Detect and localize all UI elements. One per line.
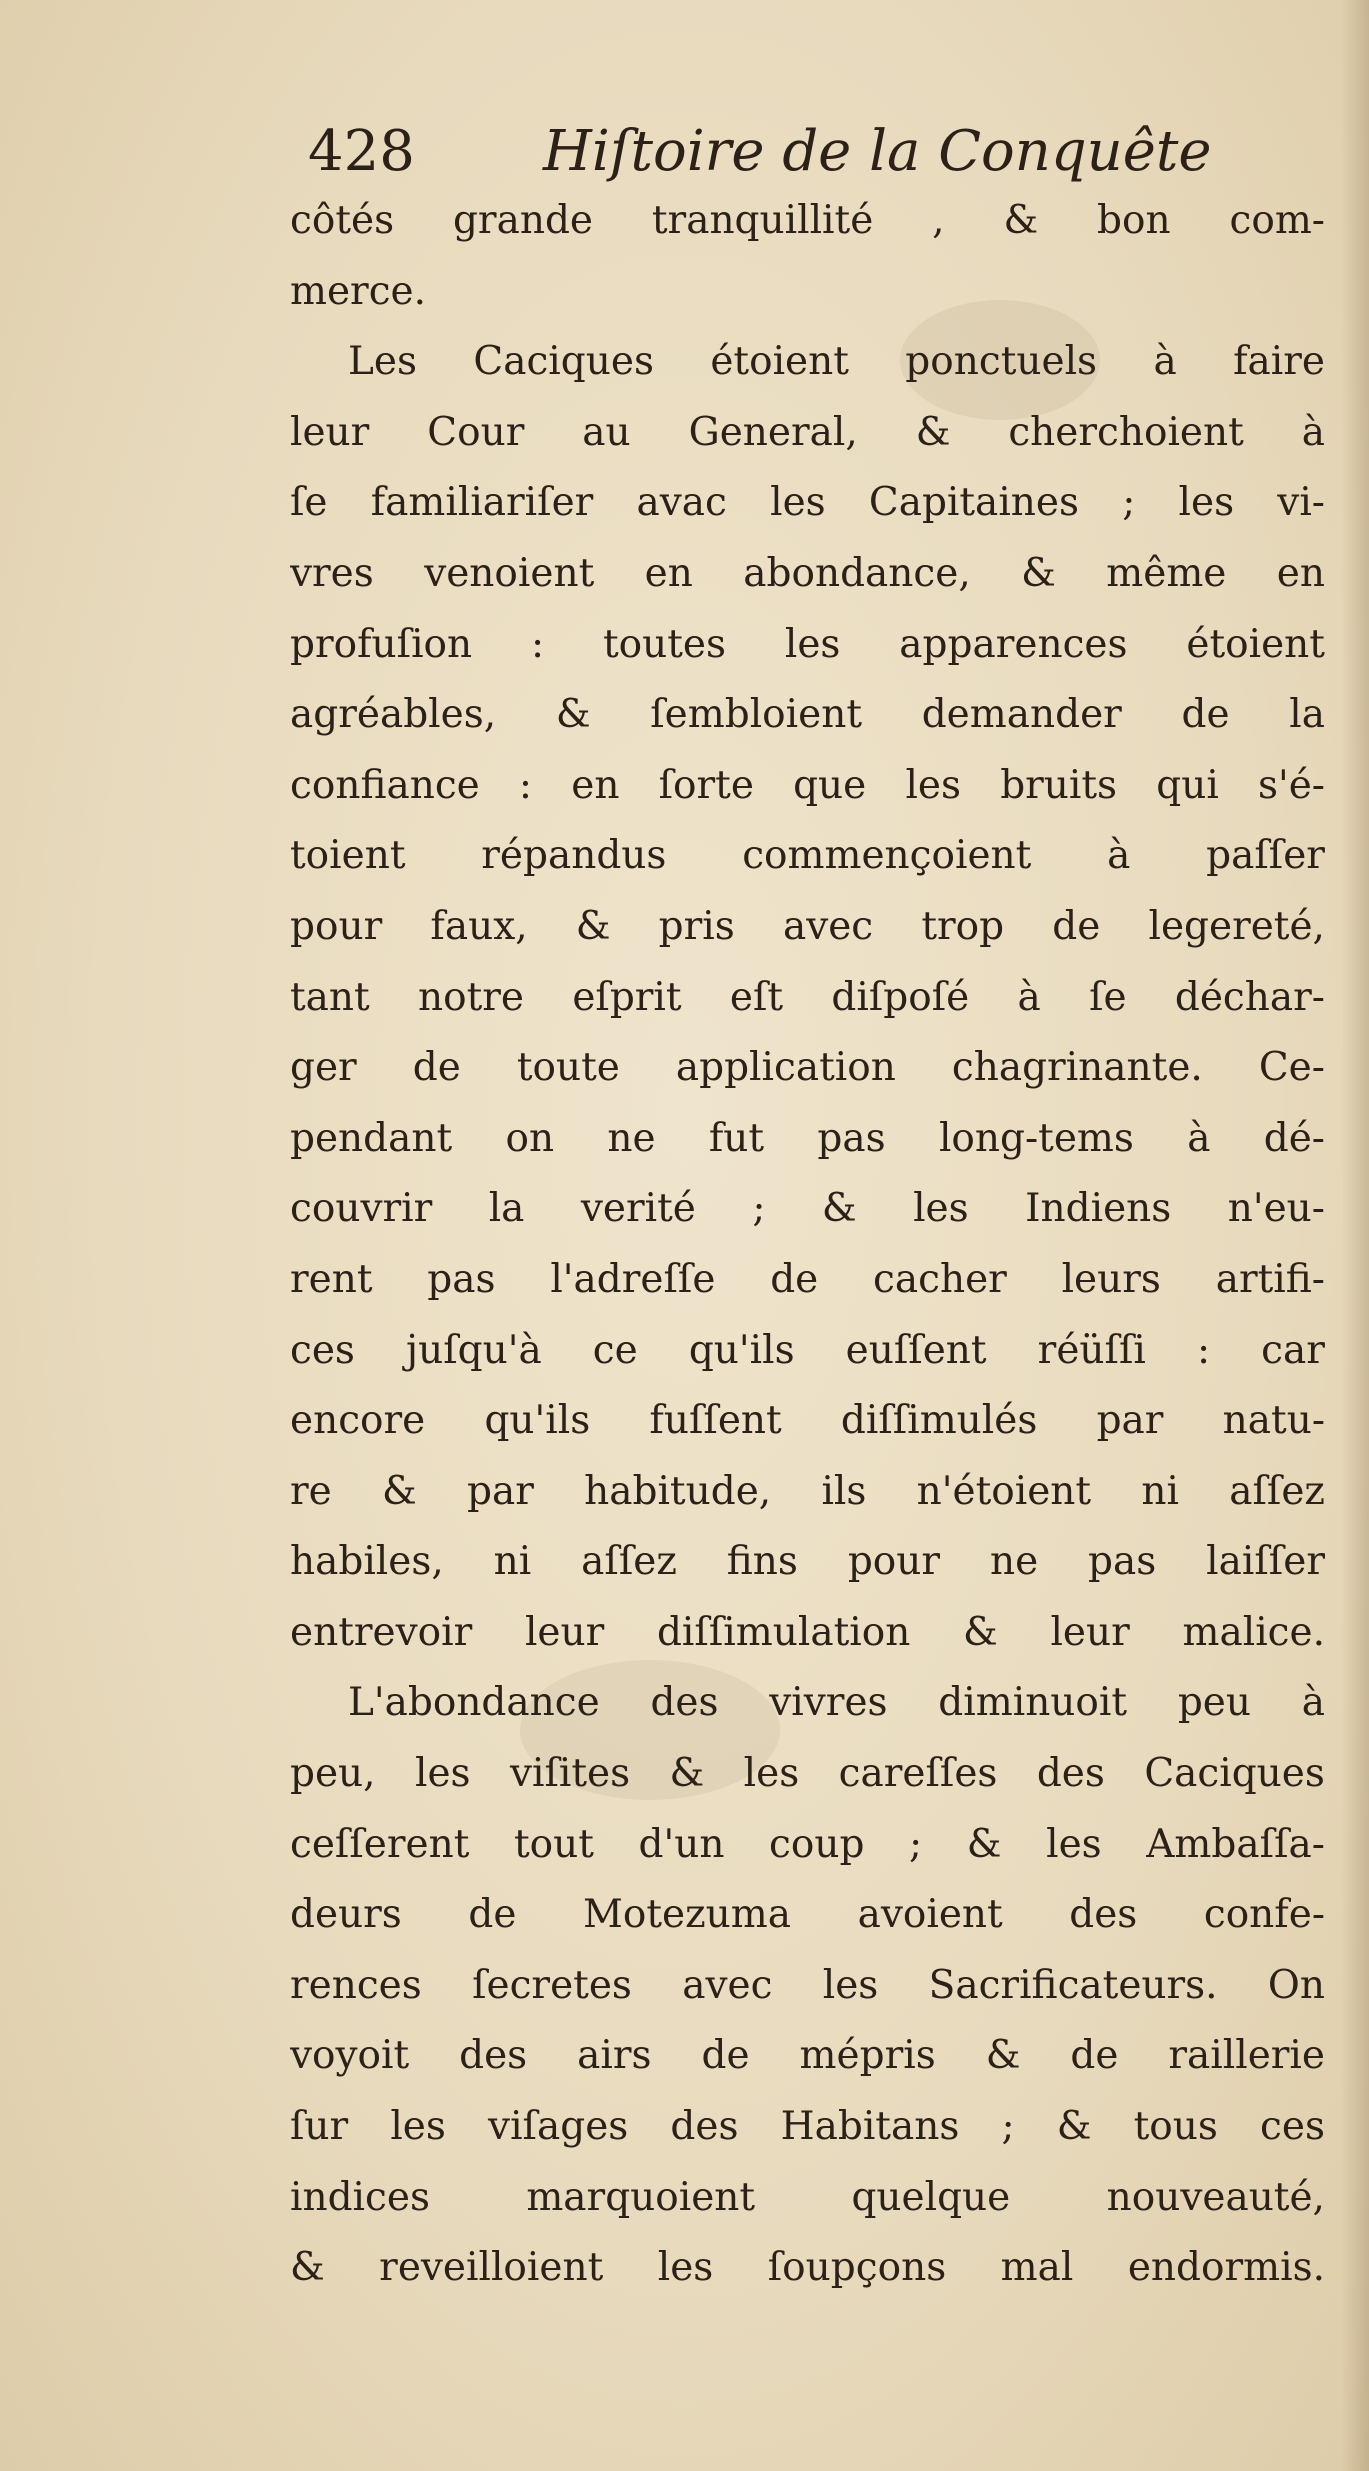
word: ni bbox=[493, 1539, 532, 1585]
word: ponctuels bbox=[905, 339, 1098, 385]
word: à bbox=[1153, 339, 1177, 385]
word: quelque bbox=[851, 2174, 1011, 2220]
text-line bbox=[290, 1739, 1325, 1810]
word: ne bbox=[607, 1115, 656, 1161]
word: les bbox=[913, 1186, 969, 1232]
text-line bbox=[290, 2092, 1325, 2163]
word: careſſes bbox=[838, 1751, 998, 1797]
word: juſqu'à bbox=[406, 1327, 542, 1373]
word: ſorte bbox=[658, 762, 754, 808]
word: pas bbox=[817, 1115, 886, 1161]
word: On bbox=[1267, 1962, 1325, 2008]
word: airs bbox=[577, 2033, 652, 2079]
word: au bbox=[582, 409, 631, 455]
word: côtés bbox=[290, 198, 395, 243]
word: venoient bbox=[424, 550, 595, 596]
word: fut bbox=[708, 1115, 765, 1161]
word: les bbox=[905, 762, 962, 808]
word: encore bbox=[290, 1398, 426, 1444]
word: & bbox=[575, 903, 611, 949]
text-line bbox=[290, 468, 1325, 539]
word: tout bbox=[513, 1821, 594, 1867]
word: à bbox=[1301, 409, 1325, 455]
word: qu'ils bbox=[484, 1398, 591, 1444]
word: à bbox=[1107, 833, 1131, 879]
word: des bbox=[670, 2104, 739, 2150]
word: leur bbox=[1050, 1609, 1130, 1655]
word: cacher bbox=[873, 1256, 1007, 1302]
word: qu'ils bbox=[688, 1327, 795, 1373]
word: même bbox=[1106, 550, 1227, 596]
word: fins bbox=[726, 1539, 798, 1585]
word: par bbox=[466, 1468, 534, 1514]
word: grande bbox=[452, 198, 593, 243]
word: déchar- bbox=[1174, 974, 1325, 1020]
word: nouveauté, bbox=[1106, 2174, 1325, 2220]
word: ſe bbox=[290, 480, 328, 526]
word: cherchoient bbox=[1008, 409, 1244, 455]
word: couvrir bbox=[290, 1186, 433, 1232]
word: étoient bbox=[1186, 621, 1325, 667]
word: agréables, bbox=[290, 692, 497, 738]
word: les bbox=[784, 621, 841, 667]
word: tant bbox=[290, 974, 370, 1020]
text-line bbox=[290, 2163, 1325, 2234]
word: bruits bbox=[1000, 762, 1118, 808]
word: pour bbox=[290, 903, 383, 949]
text-line bbox=[290, 257, 1325, 328]
word: les bbox=[822, 1962, 879, 2008]
text-line bbox=[290, 1951, 1325, 2022]
word: & bbox=[290, 2245, 325, 2291]
word: : bbox=[531, 621, 545, 667]
word: diſſimulation bbox=[656, 1609, 911, 1655]
word: de bbox=[468, 1892, 517, 1938]
word: & bbox=[555, 692, 591, 738]
word: ; bbox=[1122, 480, 1136, 526]
word: vi- bbox=[1277, 480, 1325, 526]
word: & bbox=[382, 1468, 417, 1514]
text-line bbox=[290, 327, 1325, 398]
word: & bbox=[966, 1821, 1002, 1867]
word: on bbox=[505, 1115, 555, 1161]
text-line bbox=[290, 1174, 1325, 1245]
text-line bbox=[290, 610, 1325, 681]
word: avoient bbox=[857, 1892, 1003, 1938]
word: avac bbox=[636, 480, 727, 526]
word: long-tems bbox=[938, 1115, 1134, 1161]
text-line bbox=[290, 751, 1325, 822]
word: pas bbox=[1088, 1539, 1157, 1585]
word: & bbox=[1056, 2104, 1092, 2150]
word: de bbox=[1070, 2033, 1119, 2079]
word: vivres bbox=[769, 1680, 888, 1726]
body-text bbox=[290, 186, 1325, 2304]
running-title: Hiſtoire de la Conquête bbox=[543, 119, 1212, 184]
word: fuſſent bbox=[649, 1398, 782, 1444]
word: tous bbox=[1133, 2104, 1218, 2150]
word: de bbox=[1052, 903, 1101, 949]
word: diminuoit bbox=[938, 1680, 1128, 1726]
word: ne bbox=[989, 1539, 1039, 1585]
word: & bbox=[985, 2033, 1021, 2079]
word: malice. bbox=[1182, 1609, 1325, 1655]
word: , bbox=[932, 198, 945, 243]
text-line bbox=[290, 1598, 1325, 1669]
word: habiles, bbox=[290, 1539, 444, 1585]
word: & bbox=[821, 1186, 857, 1232]
word: diſſimulés bbox=[840, 1398, 1038, 1444]
word: les bbox=[770, 480, 826, 526]
word: Motezuma bbox=[582, 1892, 792, 1938]
word: & bbox=[1003, 198, 1039, 243]
word: aſſez bbox=[1229, 1468, 1325, 1514]
text-line bbox=[290, 1880, 1325, 1951]
word: abondance, bbox=[743, 550, 971, 596]
word: ; bbox=[1001, 2104, 1015, 2150]
text-line bbox=[290, 539, 1325, 610]
word: profuſion bbox=[290, 621, 473, 667]
word: des bbox=[650, 1680, 719, 1726]
word: re bbox=[290, 1468, 332, 1514]
word: familiariſer bbox=[370, 480, 594, 526]
text-line bbox=[290, 1104, 1325, 1175]
word: réüſſi bbox=[1037, 1327, 1146, 1373]
word: euſſent bbox=[845, 1327, 987, 1373]
word: & bbox=[963, 1609, 998, 1655]
word: faire bbox=[1233, 339, 1325, 385]
word: confe- bbox=[1203, 1892, 1325, 1938]
word: pendant bbox=[290, 1115, 453, 1161]
word: des bbox=[1036, 1751, 1105, 1797]
word: faux, bbox=[430, 903, 528, 949]
word: ſe bbox=[1089, 974, 1127, 1020]
word: en bbox=[644, 550, 693, 596]
word: Sacrificateurs. bbox=[928, 1962, 1218, 2008]
word: avec bbox=[782, 903, 874, 949]
word: Caciques bbox=[473, 339, 654, 385]
text-line bbox=[290, 1668, 1325, 1739]
word: l'adreſſe bbox=[550, 1256, 716, 1302]
word: ſecretes bbox=[472, 1962, 632, 2008]
word: ; bbox=[909, 1821, 923, 1867]
word: peu, bbox=[290, 1751, 376, 1797]
word: laiſſer bbox=[1206, 1539, 1325, 1585]
text-line bbox=[290, 680, 1325, 751]
word: artifi- bbox=[1215, 1256, 1325, 1302]
word: Les bbox=[348, 339, 417, 385]
word: Caciques bbox=[1144, 1751, 1325, 1797]
word: verité bbox=[580, 1186, 696, 1232]
word: la bbox=[1289, 692, 1325, 738]
word: confiance bbox=[290, 762, 480, 808]
word: notre bbox=[418, 974, 525, 1020]
word: : bbox=[518, 762, 533, 808]
word: & bbox=[1021, 550, 1056, 596]
word: merce. bbox=[290, 268, 427, 314]
word: les bbox=[1178, 480, 1235, 526]
word: Capitaines bbox=[868, 480, 1079, 526]
word: habitude, bbox=[584, 1468, 772, 1514]
word: de bbox=[701, 2033, 750, 2079]
word: entrevoir bbox=[290, 1609, 473, 1655]
word: n'eu- bbox=[1227, 1186, 1325, 1232]
word: la bbox=[488, 1186, 525, 1232]
word: reveilloient bbox=[379, 2245, 604, 2291]
word: indices bbox=[290, 2174, 430, 2220]
word: Indiens bbox=[1025, 1186, 1172, 1232]
word: deurs bbox=[290, 1892, 402, 1938]
word: ces bbox=[1260, 2104, 1325, 2150]
word: ger bbox=[290, 1045, 357, 1091]
word: L'abondance bbox=[348, 1680, 600, 1726]
word: vres bbox=[290, 550, 374, 596]
word: endormis. bbox=[1127, 2245, 1325, 2291]
word: viſages bbox=[488, 2104, 629, 2150]
text-line bbox=[290, 2021, 1325, 2092]
word: à bbox=[1301, 1680, 1325, 1726]
word: & bbox=[669, 1751, 705, 1797]
word: par bbox=[1096, 1398, 1164, 1444]
text-line bbox=[290, 892, 1325, 963]
word: répandus bbox=[481, 833, 667, 879]
word: peu bbox=[1177, 1680, 1251, 1726]
word: Cour bbox=[427, 409, 525, 455]
word: commençoient bbox=[742, 833, 1032, 879]
word: ces bbox=[290, 1327, 355, 1373]
word: mépris bbox=[799, 2033, 936, 2079]
word: étoient bbox=[710, 339, 849, 385]
page-header bbox=[308, 112, 1212, 192]
word: natu- bbox=[1222, 1398, 1325, 1444]
word: en bbox=[1276, 550, 1325, 596]
word: tranquillité bbox=[651, 198, 874, 243]
word: ils bbox=[821, 1468, 867, 1514]
word: en bbox=[571, 762, 620, 808]
word: les bbox=[414, 1751, 471, 1797]
word: eſprit bbox=[572, 974, 682, 1020]
word: chagrinante. bbox=[951, 1045, 1203, 1091]
text-line bbox=[290, 1245, 1325, 1316]
word: leurs bbox=[1061, 1256, 1161, 1302]
word: trop bbox=[921, 903, 1005, 949]
word: paſſer bbox=[1206, 833, 1325, 879]
word: à bbox=[1017, 974, 1041, 1020]
text-line bbox=[290, 821, 1325, 892]
word: à bbox=[1187, 1115, 1211, 1161]
word: & bbox=[915, 409, 951, 455]
word: toute bbox=[516, 1045, 620, 1091]
word: ſur bbox=[290, 2104, 349, 2150]
word: application bbox=[675, 1045, 896, 1091]
word: qui bbox=[1156, 762, 1219, 808]
word: Ce- bbox=[1258, 1045, 1325, 1091]
word: viſites bbox=[509, 1751, 631, 1797]
text-line bbox=[290, 1457, 1325, 1528]
word: voyoit bbox=[290, 2033, 410, 2079]
word: de bbox=[412, 1045, 461, 1091]
word: com- bbox=[1229, 198, 1325, 243]
word: des bbox=[459, 2033, 528, 2079]
word: ceſſerent bbox=[290, 1821, 470, 1867]
word: ; bbox=[752, 1186, 766, 1232]
word: pour bbox=[847, 1539, 941, 1585]
word: rent bbox=[290, 1256, 373, 1302]
word: marquoient bbox=[526, 2174, 756, 2220]
word: des bbox=[1069, 1892, 1138, 1938]
text-line bbox=[290, 1810, 1325, 1881]
word: leur bbox=[290, 409, 370, 455]
word: Habitans bbox=[780, 2104, 960, 2150]
text-line bbox=[290, 1527, 1325, 1598]
text-line bbox=[290, 963, 1325, 1034]
word: bon bbox=[1097, 198, 1171, 243]
word: eſt bbox=[729, 974, 784, 1020]
word: ni bbox=[1141, 1468, 1179, 1514]
word: avec bbox=[682, 1962, 773, 2008]
text-line bbox=[290, 186, 1325, 257]
text-line bbox=[290, 1033, 1325, 1104]
word: ſoupçons bbox=[767, 2245, 947, 2291]
word: rences bbox=[290, 1962, 422, 2008]
word: toient bbox=[290, 833, 406, 879]
text-line bbox=[290, 398, 1325, 469]
word: apparences bbox=[899, 621, 1128, 667]
word: Ambaſſa- bbox=[1146, 1821, 1325, 1867]
word: n'étoient bbox=[916, 1468, 1092, 1514]
text-line bbox=[290, 1316, 1325, 1387]
word: mal bbox=[1000, 2245, 1074, 2291]
text-line bbox=[290, 2233, 1325, 2304]
word: les bbox=[1046, 1821, 1102, 1867]
word: diſpoſé bbox=[831, 974, 970, 1020]
word: : bbox=[1196, 1327, 1211, 1373]
word: ce bbox=[592, 1327, 638, 1373]
word: de bbox=[1181, 692, 1230, 738]
word: s'é- bbox=[1257, 762, 1325, 808]
text-line bbox=[290, 1386, 1325, 1457]
word: d'un bbox=[638, 1821, 725, 1867]
word: toutes bbox=[602, 621, 727, 667]
word: les bbox=[743, 1751, 800, 1797]
word: pas bbox=[427, 1256, 496, 1302]
word: les bbox=[657, 2245, 714, 2291]
word: coup bbox=[769, 1821, 865, 1867]
page-number: 428 bbox=[308, 119, 415, 184]
word: pris bbox=[658, 903, 735, 949]
word: legereté, bbox=[1148, 903, 1325, 949]
word: demander bbox=[921, 692, 1122, 738]
word: de bbox=[770, 1256, 819, 1302]
word: les bbox=[390, 2104, 446, 2150]
word: ſembloient bbox=[650, 692, 863, 738]
word: raillerie bbox=[1168, 2033, 1325, 2079]
page-gutter-shadow bbox=[1341, 0, 1369, 2471]
word: car bbox=[1261, 1327, 1325, 1373]
word: leur bbox=[524, 1609, 605, 1655]
word: aſſez bbox=[581, 1539, 677, 1585]
word: que bbox=[793, 762, 867, 808]
word: dé- bbox=[1263, 1115, 1325, 1161]
word: General, bbox=[688, 409, 858, 455]
